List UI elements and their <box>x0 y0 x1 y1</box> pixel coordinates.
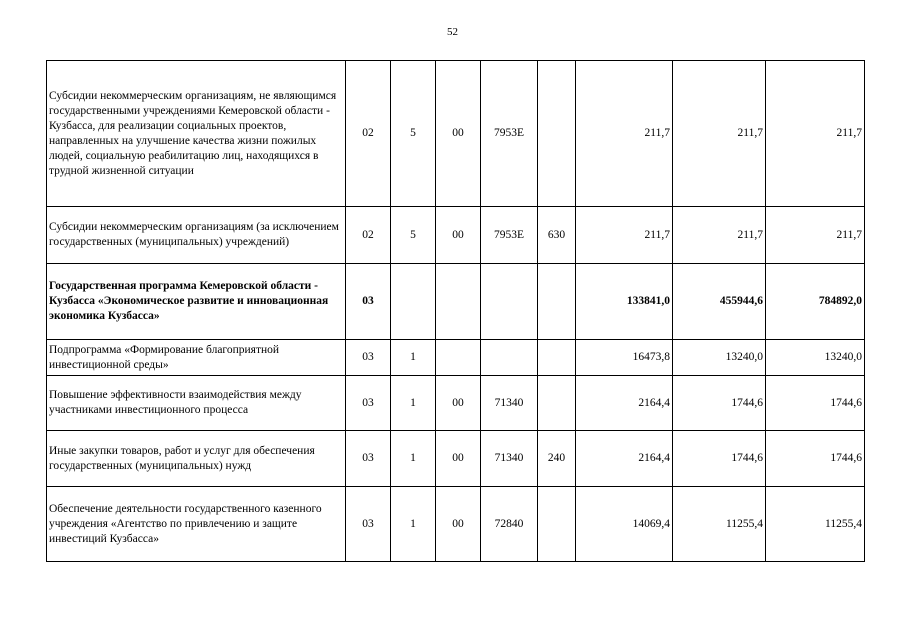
row-name: Субсидии некоммерческим организациям (за исключением государственных (муниципальных) учреждений) <box>47 207 346 264</box>
cell-expense-type: 240 <box>538 431 576 487</box>
cell-expense-code <box>481 264 538 340</box>
row-name: Субсидии некоммерческим организациям, не являющимся государственными учреждениями Кемеровской области - Кузбасса, для реализации социальных проектов, направленных на улучшение качества жизни пожилых людей, социальную реабилитацию лиц, находящихся в трудной жизненной ситуации <box>47 61 346 207</box>
cell-value-3: 13240,0 <box>766 340 865 376</box>
cell-value-2: 1744,6 <box>673 376 766 431</box>
cell-expense-type <box>538 340 576 376</box>
cell-value-3: 1744,6 <box>766 431 865 487</box>
cell-subprogram: 1 <box>391 340 436 376</box>
cell-program: 02 <box>346 61 391 207</box>
cell-direction: 00 <box>436 207 481 264</box>
cell-value-1: 133841,0 <box>576 264 673 340</box>
cell-direction <box>436 340 481 376</box>
cell-direction: 00 <box>436 487 481 562</box>
cell-program: 03 <box>346 431 391 487</box>
cell-expense-code: 7953Е <box>481 61 538 207</box>
cell-subprogram <box>391 264 436 340</box>
cell-expense-type <box>538 264 576 340</box>
table-row <box>47 487 865 562</box>
cell-expense-code: 7953Е <box>481 207 538 264</box>
cell-value-3: 11255,4 <box>766 487 865 562</box>
row-name: Иные закупки товаров, работ и услуг для обеспечения государственных (муниципальных) нужд <box>47 431 346 487</box>
cell-value-2: 211,7 <box>673 207 766 264</box>
cell-value-1: 211,7 <box>576 61 673 207</box>
cell-direction <box>436 264 481 340</box>
cell-subprogram: 5 <box>391 61 436 207</box>
cell-direction: 00 <box>436 61 481 207</box>
cell-expense-type <box>538 376 576 431</box>
cell-subprogram: 1 <box>391 487 436 562</box>
row-name: Повышение эффективности взаимодействия между участниками инвестиционного процесса <box>47 376 346 431</box>
page-number: 52 <box>447 26 458 38</box>
cell-program: 03 <box>346 340 391 376</box>
row-name: Обеспечение деятельности государственного казенного учреждения «Агентство по привлечению и защите инвестиций Кузбасса» <box>47 487 346 562</box>
table-row <box>47 431 865 487</box>
cell-value-1: 16473,8 <box>576 340 673 376</box>
cell-expense-type <box>538 487 576 562</box>
cell-program: 03 <box>346 376 391 431</box>
cell-value-1: 211,7 <box>576 207 673 264</box>
cell-direction: 00 <box>436 376 481 431</box>
cell-direction: 00 <box>436 431 481 487</box>
row-name: Подпрограмма «Формирование благоприятной инвестиционной среды» <box>47 340 346 376</box>
cell-expense-code: 71340 <box>481 431 538 487</box>
cell-program: 03 <box>346 487 391 562</box>
table-row <box>47 264 865 340</box>
cell-expense-type: 630 <box>538 207 576 264</box>
cell-expense-code <box>481 340 538 376</box>
row-name: Государственная программа Кемеровской области - Кузбасса «Экономическое развитие и инновационная экономика Кузбасса» <box>47 264 346 340</box>
table-row <box>47 376 865 431</box>
cell-value-3: 211,7 <box>766 61 865 207</box>
cell-value-1: 2164,4 <box>576 376 673 431</box>
budget-table <box>46 60 865 562</box>
cell-program: 02 <box>346 207 391 264</box>
cell-value-2: 11255,4 <box>673 487 766 562</box>
cell-subprogram: 1 <box>391 431 436 487</box>
cell-value-3: 211,7 <box>766 207 865 264</box>
cell-value-1: 2164,4 <box>576 431 673 487</box>
cell-value-2: 455944,6 <box>673 264 766 340</box>
cell-value-3: 784892,0 <box>766 264 865 340</box>
cell-expense-code: 72840 <box>481 487 538 562</box>
cell-program: 03 <box>346 264 391 340</box>
table-row <box>47 61 865 207</box>
cell-expense-type <box>538 61 576 207</box>
cell-expense-code: 71340 <box>481 376 538 431</box>
cell-value-1: 14069,4 <box>576 487 673 562</box>
cell-value-2: 1744,6 <box>673 431 766 487</box>
cell-subprogram: 5 <box>391 207 436 264</box>
table-row <box>47 340 865 376</box>
cell-subprogram: 1 <box>391 376 436 431</box>
table-row <box>47 207 865 264</box>
cell-value-3: 1744,6 <box>766 376 865 431</box>
cell-value-2: 211,7 <box>673 61 766 207</box>
cell-value-2: 13240,0 <box>673 340 766 376</box>
